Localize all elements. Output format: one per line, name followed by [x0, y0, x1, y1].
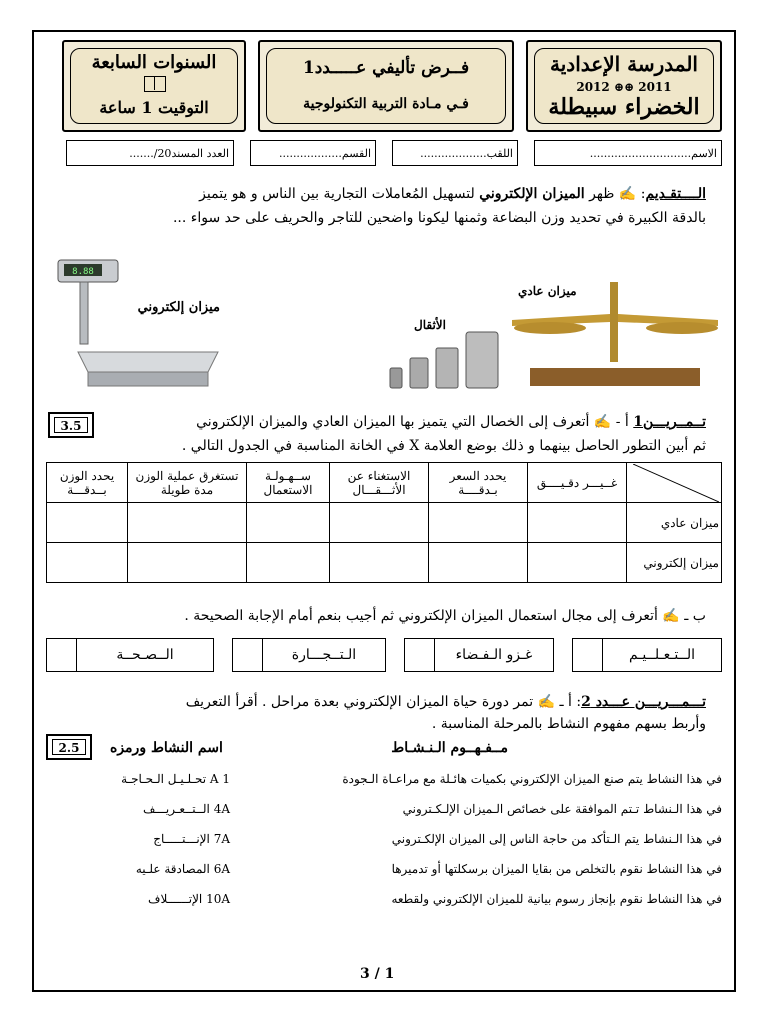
duration: التوقيت 1 ساعة: [99, 98, 209, 117]
table-corner: [627, 463, 722, 503]
school-years: 2012 ⊕⊕ 2011: [576, 80, 672, 94]
table-cell[interactable]: [528, 543, 627, 583]
option-health[interactable]: الــصـحــة: [46, 638, 214, 672]
page-number: 3 / 1: [360, 966, 395, 982]
option-checkbox[interactable]: [233, 639, 263, 671]
table-cell[interactable]: [247, 543, 330, 583]
table-cell[interactable]: [47, 543, 128, 583]
intro-line1: الــــتقـديم: ✍ ظهر الميزان الإلكتروني لتسهيل المُعاملات التجارية بين الناس و هو يتميز: [199, 186, 706, 202]
exercise2-line2: وأربط بسهم مفهوم النشاط بالمرحلة المناسبة .: [431, 716, 706, 732]
header-no-weights: الاستغناء عن الأثـــقـــال: [330, 463, 429, 503]
test-title-box: [258, 40, 514, 132]
col-activity-header: اسم النشاط ورمزه: [110, 740, 223, 756]
concept-item: في هذا النشاط نقوم بإنجاز رسوم بيانية للميزان الإلكتروني ولقطعه: [391, 892, 722, 906]
electronic-scale-label: ميزان إلكتروني: [137, 300, 220, 315]
exercise1-title: تــمــريـــن1: [633, 414, 706, 430]
exercise1-line1: تــمــريـــن1 أ - ✍ أتعرف إلى الخصال التي يتميز بها الميزان العادي والميزان الإلكتروني: [196, 414, 706, 430]
table-cell[interactable]: [247, 503, 330, 543]
section-field[interactable]: القسم..................: [250, 140, 376, 166]
header-slow-weighing: تستغرق عملية الوزن مدة طويلة: [128, 463, 247, 503]
option-checkbox[interactable]: [405, 639, 435, 671]
exercise1-part-b: ب ـ ✍ أتعرف إلى مجال استعمال الميزان الإلكتروني ثم أجيب بنعم أمام الإجابة الصحيحة .: [184, 608, 706, 624]
exercise2-score: 2.5: [46, 734, 92, 760]
test-title: فــرض تأليفي عـــــدد1: [302, 58, 470, 78]
exercise2-title: تـــمـــريـــن عـــدد 2: [581, 694, 706, 710]
traits-table: [46, 462, 722, 583]
activity-item: 4A الــتــعـريـــف: [142, 802, 230, 816]
normal-scale-image: [510, 276, 720, 390]
table-cell[interactable]: [330, 543, 429, 583]
row-electronic-scale: ميزان إلكتروني: [627, 543, 722, 583]
surname-field[interactable]: اللقب...................: [392, 140, 518, 166]
exercise2-line1: تـــمـــريـــن عـــدد 2: أ ـ ✍ تمر دورة حياة الميزان الإلكتروني بعدة مراحل . أقرأ التعريف: [185, 694, 706, 710]
intro-label: الــــتقـديم: [645, 186, 706, 202]
row-normal-scale: ميزان عادي: [627, 503, 722, 543]
activity-item: A 1 تحـلـيـل الـحـاجـة: [121, 772, 230, 786]
concept-item: في هذا النشاط يتم صنع الميزان الإلكتروني بكميات هائـلة مع مراعـاة الـجودة: [342, 772, 722, 786]
option-checkbox[interactable]: [573, 639, 603, 671]
table-cell[interactable]: [528, 503, 627, 543]
header-price-accurate: يحدد السعر بـدقــــة: [429, 463, 528, 503]
school-name: الخضراء سبيطلة: [548, 94, 700, 120]
option-education[interactable]: الــتـعـلــيـم: [572, 638, 722, 672]
col-concept-header: مــفـهــوم الـنـشـاط: [391, 740, 508, 756]
activity-item: 10A الإتــــــلاف: [148, 892, 230, 906]
exercise1-score: 3.5: [48, 412, 94, 438]
table-cell[interactable]: [330, 503, 429, 543]
header-easy-use: ســهـولـة الاستعمال: [247, 463, 330, 503]
name-field[interactable]: الاسم.............................: [534, 140, 722, 166]
electronic-scale-image: [48, 252, 224, 402]
table-cell[interactable]: [128, 503, 247, 543]
table-cell[interactable]: [429, 503, 528, 543]
table-cell[interactable]: [429, 543, 528, 583]
subject: فـي مـادة التربية التكنولوجية: [303, 96, 469, 112]
level: السنوات السابعة: [91, 52, 217, 73]
table-cell[interactable]: [128, 543, 247, 583]
activity-item: 7A الإنـــتـــــاج: [153, 832, 230, 846]
option-space[interactable]: غـزو الـفـضاء: [404, 638, 554, 672]
normal-scale-label: ميزان عادي: [518, 284, 577, 298]
school-title: المدرسة الإعدادية: [550, 52, 698, 76]
option-trade[interactable]: الـتــجـــارة: [232, 638, 386, 672]
table-cell[interactable]: [47, 503, 128, 543]
concept-item: في هذا الـنشاط تـتم الموافقة على خصائص الـميزان الإلـكـتروني: [402, 802, 722, 816]
exercise1-line2: ثم أبين التطور الحاصل بينهما و ذلك بوضع العلامة X في الخانة المناسبة في الجدول التالي .: [181, 438, 706, 454]
school-box: [526, 40, 722, 132]
book-icon: [144, 76, 166, 92]
intro-line2: بالدقة الكبيرة في تحديد وزن البضاعة وثمنها ليكونا واضحين للتاجر والحريف على حد سواء ...: [172, 210, 706, 226]
concept-item: في هذا الـنشاط يتم الـتأكد من حاجة الناس إلى الميزان الإلكـتروني: [391, 832, 722, 846]
activity-item: 6A المصادقة علـيه: [135, 862, 230, 876]
header-inaccurate: غــيـــر دقـيــــق: [528, 463, 627, 503]
concept-item: في هذا النشاط نقوم بالتخلص من بقايا الميزان برسكلتها أو تدميرها: [391, 862, 722, 876]
weights-label: الأثقال: [414, 318, 446, 332]
level-box: [62, 40, 246, 132]
grade-field[interactable]: العدد المسند20/.......: [66, 140, 234, 166]
header-weight-accurate: يحدد الوزن بــدقـــة: [47, 463, 128, 503]
svg-text:8.88: 8.88: [72, 267, 94, 277]
option-checkbox[interactable]: [47, 639, 77, 671]
